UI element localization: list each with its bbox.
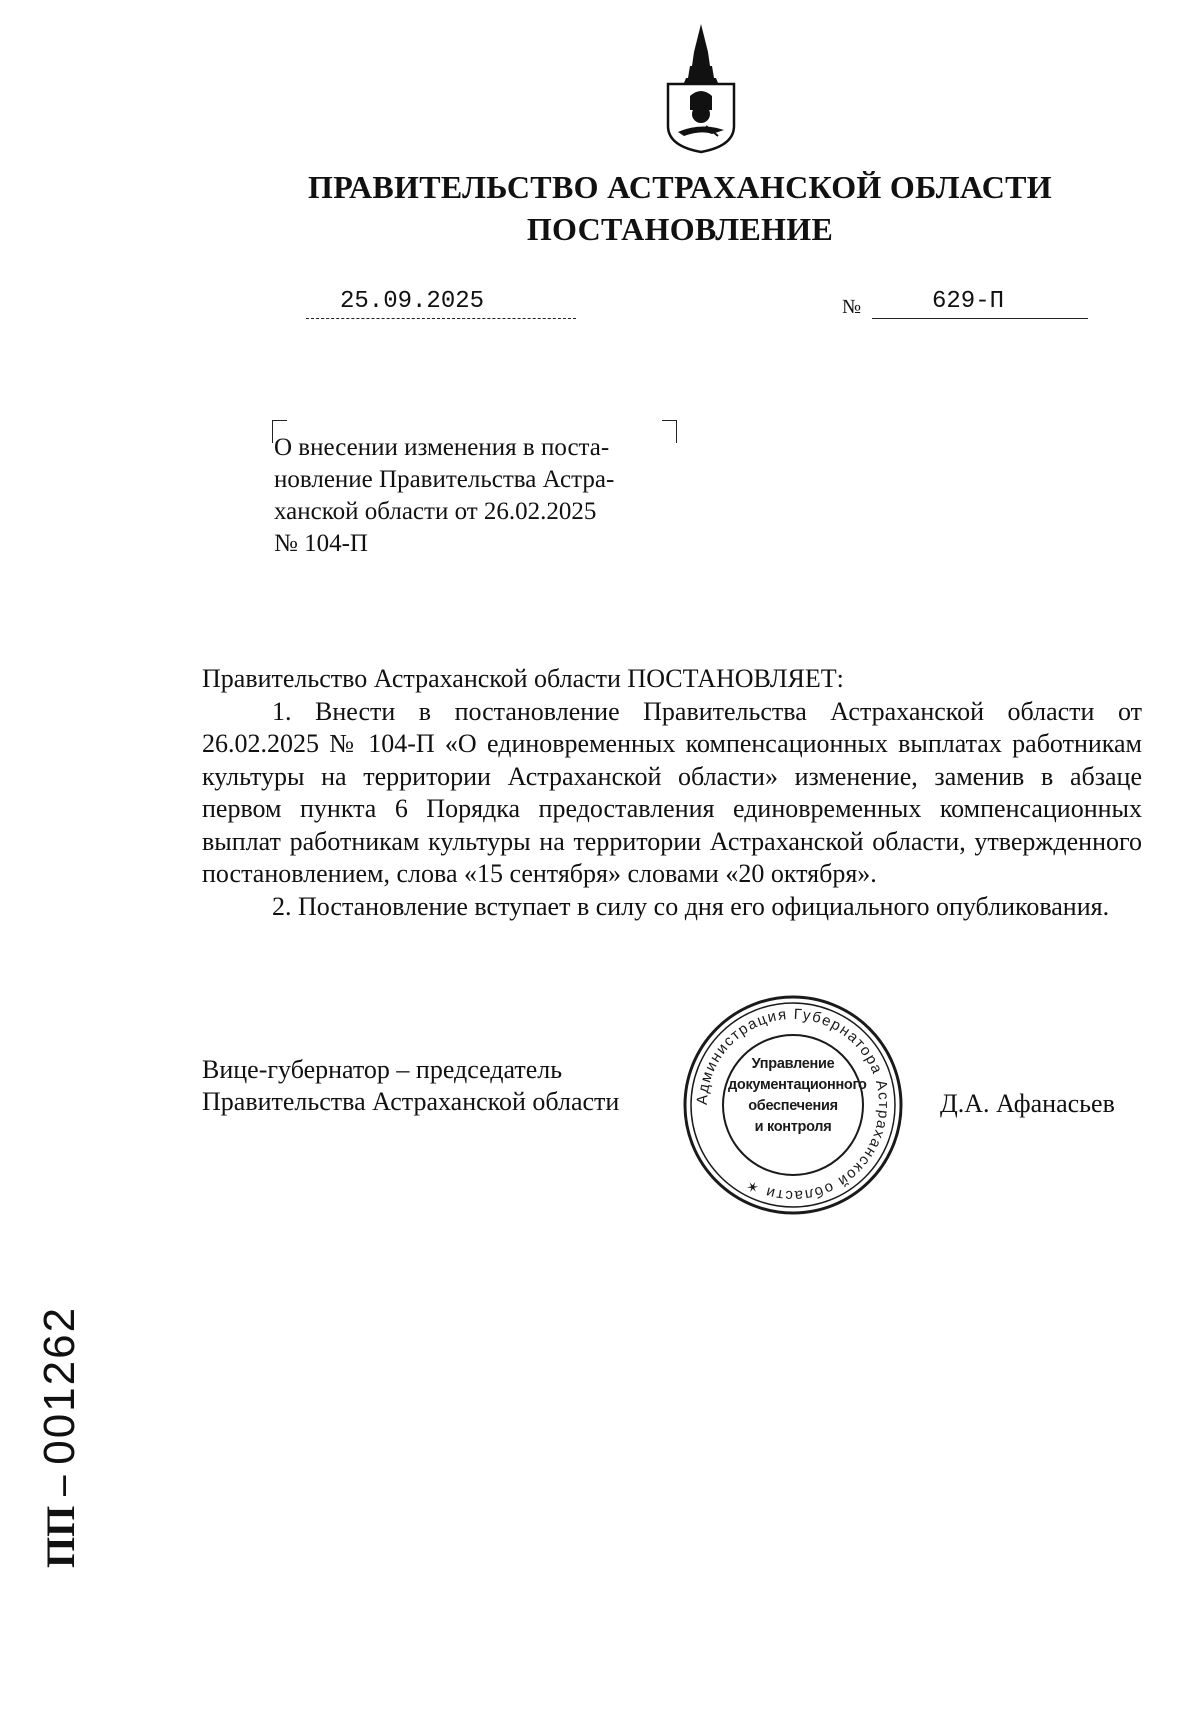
document-body	[202, 663, 1142, 923]
organization-title: ПРАВИТЕЛЬСТВО АСТРАХАНСКОЙ ОБЛАСТИ	[308, 169, 1052, 205]
subject-line: № 104-П	[274, 530, 368, 557]
body-item-2: 2. Постановление вступает в силу со дня его официального опубликования.	[272, 891, 1110, 921]
side-code-number: 001262	[35, 1305, 84, 1465]
subject-bracket-right	[662, 420, 677, 443]
document-header	[300, 166, 1060, 250]
svg-text:Администрация Губернатора Астр: Администрация Губернатора Астраханской области ✶	[693, 1005, 893, 1205]
document-subject	[274, 432, 658, 560]
stamp-center-text	[728, 1054, 867, 1138]
subject-line: ханской области от 26.02.2025	[274, 498, 597, 525]
date-field	[306, 288, 576, 319]
number-label: №	[842, 296, 862, 318]
signatory-position-line: Вице-губернатор – председатель	[202, 1055, 563, 1084]
stamp-line: и контроля	[754, 1119, 832, 1135]
document-number: 629-П	[932, 288, 1005, 315]
signatory-position-line: Правительства Астраханской области	[202, 1087, 620, 1116]
body-intro: Правительство Астраханской области ПОСТАНОВЛЯЕТ:	[202, 664, 844, 693]
stamp-line: документационного	[728, 1077, 867, 1093]
document-type-title: ПОСТАНОВЛЕНИЕ	[526, 211, 834, 247]
side-registration-code	[34, 1228, 86, 1568]
stamp-line: Управление	[751, 1056, 835, 1072]
coat-of-arms-icon	[662, 22, 740, 154]
signatory-name: Д.А. Афанасьев	[940, 1089, 1115, 1118]
signatory-position	[202, 1054, 619, 1118]
subject-line: О внесении изменения в поста-	[274, 434, 610, 461]
subject-line: новление Правительства Астра-	[274, 466, 615, 493]
stamp-line: обеспечения	[748, 1098, 838, 1114]
body-item-1: 1. Внести в постановление Правительства Астраханской области от 26.02.2025 № 104-П «О единовременных компенсационных выплатах работникам культуры на территории Астраханской области» изменение, заменив в абзаце первом пункта 6 Порядка предоставления единовременных компенсационных выплат работникам культуры на территории Астраханской области, утвержденного постановлением, слова «15 сентября» словами «20 октября».	[202, 696, 1142, 888]
number-field	[872, 288, 1088, 319]
side-code-prefix: ПП –	[38, 1475, 83, 1568]
document-date: 25.09.2025	[340, 288, 485, 315]
